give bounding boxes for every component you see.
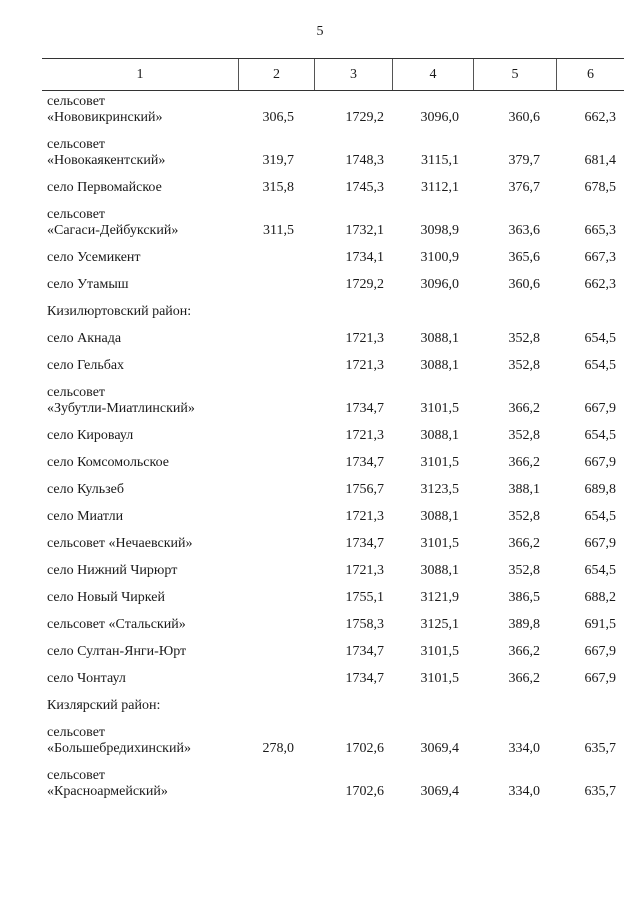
row-name: село Усемикент (47, 250, 141, 265)
table-row (42, 636, 624, 663)
cell-col-4: 3101,5 (420, 455, 459, 470)
cell-col-5: 366,2 (508, 401, 540, 416)
table-body (42, 89, 624, 803)
cell-col-4: 3101,5 (420, 671, 459, 686)
cell-col-3: 1748,3 (345, 153, 384, 168)
cell-col-4: 3121,9 (420, 590, 459, 605)
cell-col-5: 386,5 (508, 590, 540, 605)
cell-col-3: 1702,6 (345, 784, 384, 799)
cell-col-4: 3069,4 (420, 741, 459, 756)
cell-col-5: 363,6 (508, 223, 540, 238)
cell-col-5: 334,0 (508, 741, 540, 756)
cell-col-5: 376,7 (508, 180, 540, 195)
cell-col-3: 1729,2 (345, 277, 384, 292)
cell-col-6: 691,5 (584, 617, 616, 632)
cell-col-2: 306,5 (262, 110, 294, 125)
cell-col-4: 3101,5 (420, 401, 459, 416)
cell-col-4: 3098,9 (420, 223, 459, 238)
cell-col-5: 352,8 (508, 428, 540, 443)
cell-col-6: 665,3 (584, 223, 616, 238)
table-row (42, 420, 624, 447)
cell-col-6: 667,9 (584, 536, 616, 551)
row-name: сельсовет «Стальский» (47, 617, 186, 632)
row-name: сельсовет «Нововикринский» (47, 94, 163, 125)
table-row (42, 323, 624, 350)
cell-col-3: 1734,1 (345, 250, 384, 265)
cell-col-5: 334,0 (508, 784, 540, 799)
cell-col-3: 1755,1 (345, 590, 384, 605)
cell-col-6: 654,5 (584, 428, 616, 443)
cell-col-3: 1745,3 (345, 180, 384, 195)
cell-col-5: 352,8 (508, 331, 540, 346)
row-name: село Султан-Янги-Юрт (47, 644, 187, 659)
header-col-2: 2 (238, 59, 314, 90)
cell-col-5: 389,8 (508, 617, 540, 632)
cell-col-2: 278,0 (262, 741, 294, 756)
row-name: сельсовет «Нечаевский» (47, 536, 193, 551)
cell-col-5: 365,6 (508, 250, 540, 265)
table-row (42, 555, 624, 582)
row-name: село Кульзеб (47, 482, 124, 497)
row-name: село Утамыш (47, 277, 129, 292)
cell-col-6: 635,7 (584, 784, 616, 799)
table-row (42, 760, 624, 803)
row-name: село Комсомольское (47, 455, 170, 470)
row-name: сельсовет «Большебредихинский» (47, 725, 191, 756)
cell-col-4: 3088,1 (420, 509, 459, 524)
row-name: сельсовет «Новокаякентский» (47, 137, 166, 168)
section-heading-row (42, 690, 624, 717)
cell-col-4: 3125,1 (420, 617, 459, 632)
cell-col-4: 3088,1 (420, 358, 459, 373)
cell-col-5: 352,8 (508, 509, 540, 524)
cell-col-6: 654,5 (584, 331, 616, 346)
cell-col-2: 319,7 (262, 153, 294, 168)
cell-col-2 (238, 800, 314, 803)
row-name: сельсовет «Зубутли-Миатлинский» (47, 385, 195, 416)
row-name: село Гельбах (47, 358, 125, 373)
table-row (42, 377, 624, 420)
cell-col-2: 315,8 (262, 180, 294, 195)
cell-col-6: 662,3 (584, 110, 616, 125)
cell-col-2: 311,5 (263, 223, 294, 238)
cell-col-6: 667,9 (584, 401, 616, 416)
table-row (42, 350, 624, 377)
cell-col-3: 1702,6 (345, 741, 384, 756)
header-col-4: 4 (392, 59, 473, 90)
table-row (42, 474, 624, 501)
cell-col-5: 360,6 (508, 277, 540, 292)
cell-col-3: 1721,3 (345, 358, 384, 373)
cell-col-3: 1721,3 (345, 563, 384, 578)
cell-col-6: 662,3 (584, 277, 616, 292)
table-row (42, 447, 624, 474)
cell-col-6: 654,5 (584, 509, 616, 524)
table-row (42, 663, 624, 690)
cell-col-4: 3101,5 (420, 536, 459, 551)
table-row (42, 199, 624, 242)
table-row (42, 269, 624, 296)
cell-col-6: 681,4 (584, 153, 616, 168)
table-row (42, 717, 624, 760)
cell-col-3: 1734,7 (345, 671, 384, 686)
table-row (42, 89, 624, 129)
table-row (42, 129, 624, 172)
cell-col-3: 1734,7 (345, 536, 384, 551)
cell-col-6: 689,8 (584, 482, 616, 497)
cell-col-3: 1734,7 (345, 455, 384, 470)
cell-col-4: 3123,5 (420, 482, 459, 497)
row-name: сельсовет «Сагаси-Дейбукский» (47, 207, 179, 238)
cell-col-5: 388,1 (508, 482, 540, 497)
header-col-6: 6 (556, 59, 624, 90)
cell-col-3: 1732,1 (345, 223, 384, 238)
cell-col-5: 352,8 (508, 358, 540, 373)
table-row (42, 528, 624, 555)
cell-col-6: 667,9 (584, 455, 616, 470)
table-row (42, 501, 624, 528)
cell-col-6: 667,9 (584, 671, 616, 686)
cell-col-5: 366,2 (508, 536, 540, 551)
cell-col-4: 3088,1 (420, 563, 459, 578)
cell-col-5: 366,2 (508, 671, 540, 686)
cell-col-6: 688,2 (584, 590, 616, 605)
cell-col-6: 654,5 (584, 563, 616, 578)
table-row (42, 582, 624, 609)
row-name: село Акнада (47, 331, 122, 346)
cell-col-3: 1734,7 (345, 644, 384, 659)
row-name: село Миатли (47, 509, 124, 524)
cell-col-3: 1729,2 (345, 110, 384, 125)
cell-col-4: 3115,1 (421, 153, 459, 168)
row-name: сельсовет «Красноармейский» (47, 768, 168, 799)
header-col-5: 5 (473, 59, 556, 90)
table-row (42, 242, 624, 269)
section-heading-row (42, 296, 624, 323)
row-name: село Новый Чиркей (47, 590, 165, 605)
cell-col-6: 678,5 (584, 180, 616, 195)
header-col-3: 3 (314, 59, 392, 90)
table-header (42, 58, 624, 91)
cell-col-3: 1758,3 (345, 617, 384, 632)
cell-col-4: 3088,1 (420, 428, 459, 443)
cell-col-4: 3088,1 (420, 331, 459, 346)
header-col-1: 1 (136, 66, 144, 82)
cell-col-3: 1721,3 (345, 428, 384, 443)
table-row (42, 172, 624, 199)
section-heading: Кизлярский район: (47, 698, 161, 713)
cell-col-6: 667,9 (584, 644, 616, 659)
cell-col-3: 1756,7 (345, 482, 384, 497)
cell-col-3: 1734,7 (345, 401, 384, 416)
row-name: село Нижний Чирюрт (47, 563, 178, 578)
cell-col-5: 360,6 (508, 110, 540, 125)
cell-col-5: 366,2 (508, 455, 540, 470)
cell-col-6: 635,7 (584, 741, 616, 756)
cell-col-4: 3096,0 (420, 277, 459, 292)
row-name: село Первомайское (47, 180, 162, 195)
cell-col-5: 352,8 (508, 563, 540, 578)
cell-col-6: 654,5 (584, 358, 616, 373)
cell-col-4: 3112,1 (421, 180, 459, 195)
row-name: село Кироваул (47, 428, 134, 443)
page-number: 5 (316, 24, 324, 39)
table-row (42, 609, 624, 636)
cell-col-4: 3069,4 (420, 784, 459, 799)
cell-col-6: 667,3 (584, 250, 616, 265)
cell-col-4: 3101,5 (420, 644, 459, 659)
cell-col-3: 1721,3 (345, 509, 384, 524)
cell-col-4: 3100,9 (420, 250, 459, 265)
row-name: село Чонтаул (47, 671, 126, 686)
cell-col-4: 3096,0 (420, 110, 459, 125)
cell-col-3: 1721,3 (345, 331, 384, 346)
cell-col-5: 379,7 (508, 153, 540, 168)
cell-col-5: 366,2 (508, 644, 540, 659)
section-heading: Кизилюртовский район: (47, 304, 192, 319)
